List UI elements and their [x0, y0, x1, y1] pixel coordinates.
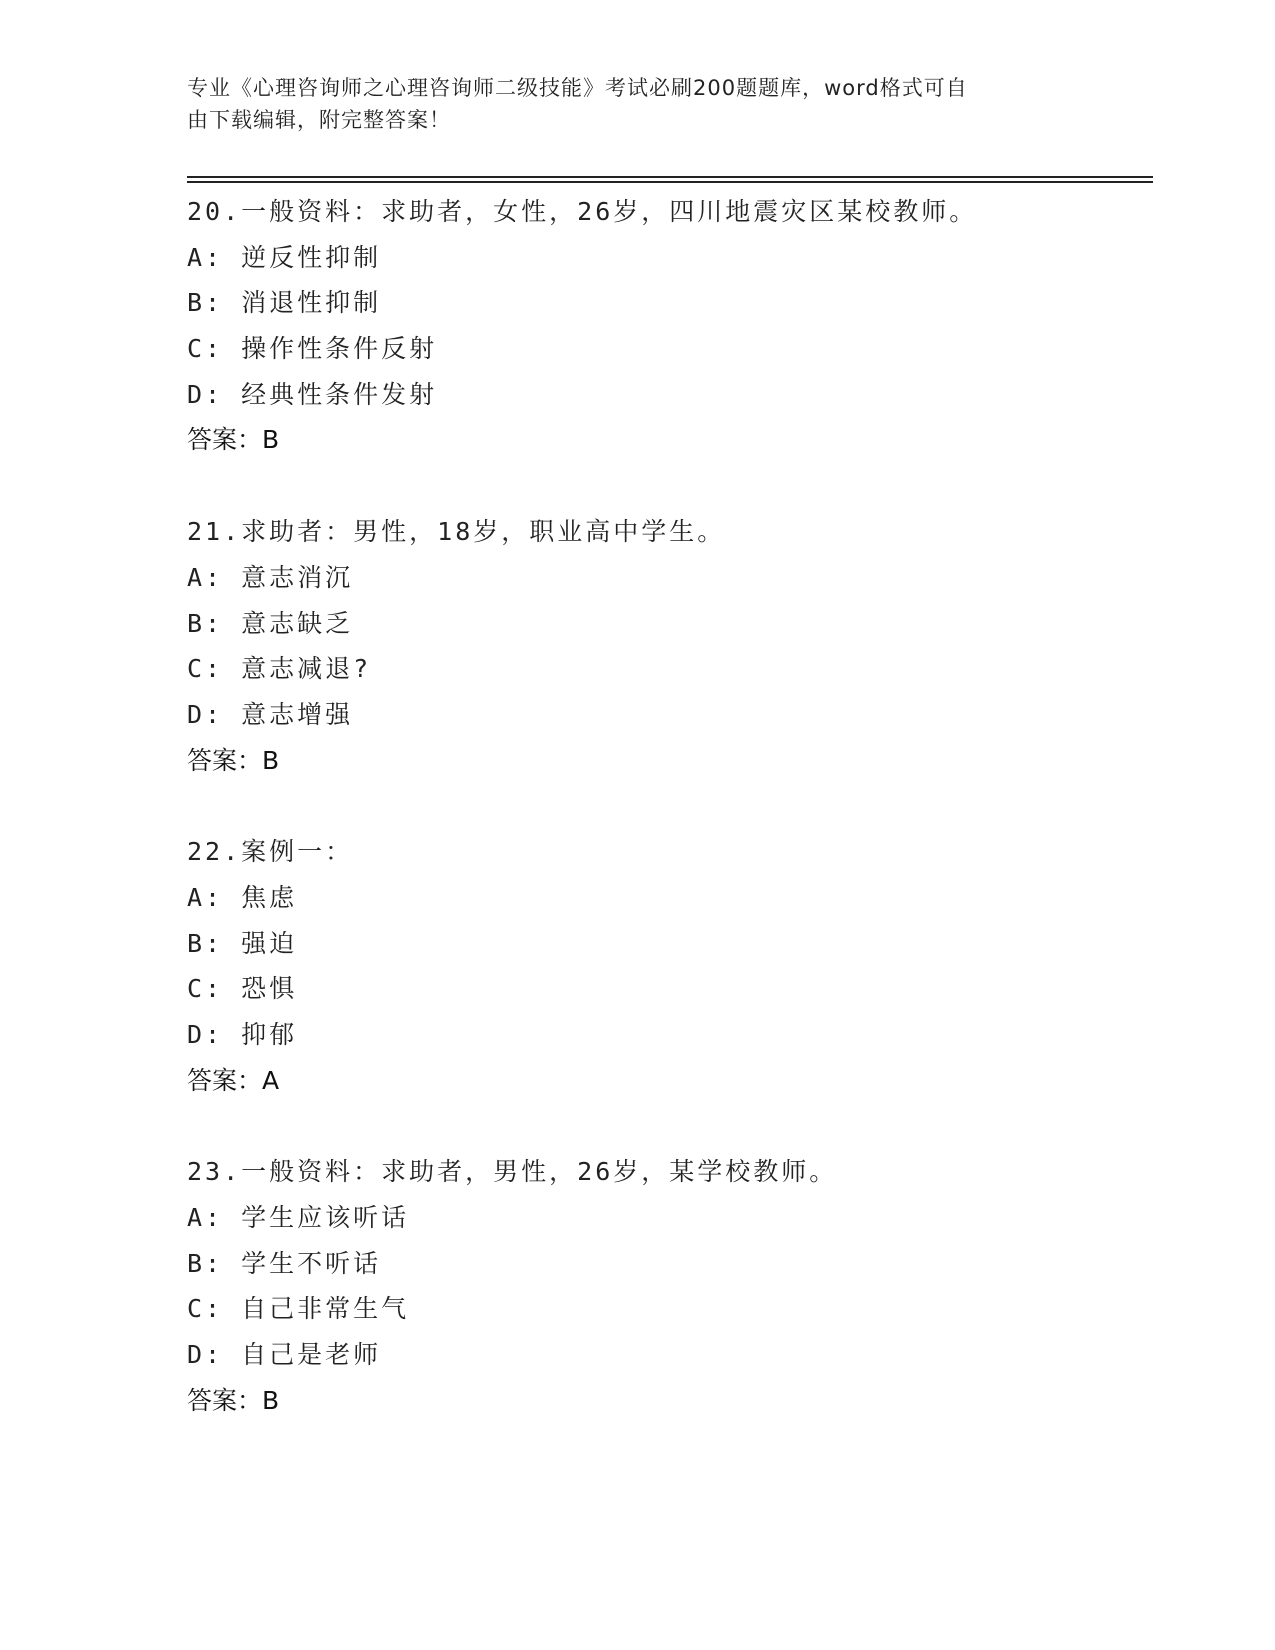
question-stem: 20.一般资料：求助者，女性，26岁，四川地震灾区某校教师。: [187, 197, 978, 226]
question-item: [187, 189, 1153, 463]
question-stem: 23.一般资料：求助者，男性，26岁，某学校教师。: [187, 1157, 838, 1187]
question-item: [187, 829, 1153, 1103]
option-b: B: 意志缺乏: [187, 608, 354, 638]
option-d: D: 意志增强: [187, 699, 354, 729]
option-d: D: 经典性条件发射: [187, 379, 438, 409]
option-a: A: 学生应该听话: [187, 1203, 410, 1233]
option-d: D: 抑郁: [187, 1020, 298, 1049]
answer-line: 答案：A: [187, 1065, 280, 1095]
answer-line: 答案：B: [187, 1385, 280, 1415]
option-b: B: 学生不听话: [187, 1248, 382, 1278]
option-c: C: 恐惧: [187, 974, 298, 1004]
header-line-1: 专业《心理咨询师之心理咨询师二级技能》考试必刷200题题库，word格式可自: [187, 76, 968, 100]
answer-line: 答案：B: [187, 745, 280, 775]
option-d: D: 自己是老师: [187, 1340, 382, 1370]
option-c: C: 意志减退?: [187, 654, 372, 684]
option-a: A: 意志消沉: [187, 562, 354, 592]
question-item: [187, 1149, 1153, 1423]
header-divider-top: [187, 176, 1153, 178]
document-header: [187, 72, 1067, 136]
option-b: B: 强迫: [187, 928, 298, 958]
header-divider-bottom: [187, 181, 1153, 183]
option-a: A: 逆反性抑制: [187, 242, 382, 272]
option-b: B: 消退性抑制: [187, 288, 382, 318]
option-c: C: 自己非常生气: [187, 1294, 410, 1324]
question-list: [187, 189, 1153, 1470]
question-item: [187, 509, 1153, 783]
question-stem: 22.案例一：: [187, 837, 354, 867]
option-a: A: 焦虑: [187, 882, 298, 912]
answer-line: 答案：B: [187, 425, 280, 455]
header-line-2: 由下载编辑，附完整答案！: [187, 108, 451, 132]
option-c: C: 操作性条件反射: [187, 334, 438, 364]
question-stem: 21.求助者：男性，18岁，职业高中学生。: [187, 517, 726, 547]
